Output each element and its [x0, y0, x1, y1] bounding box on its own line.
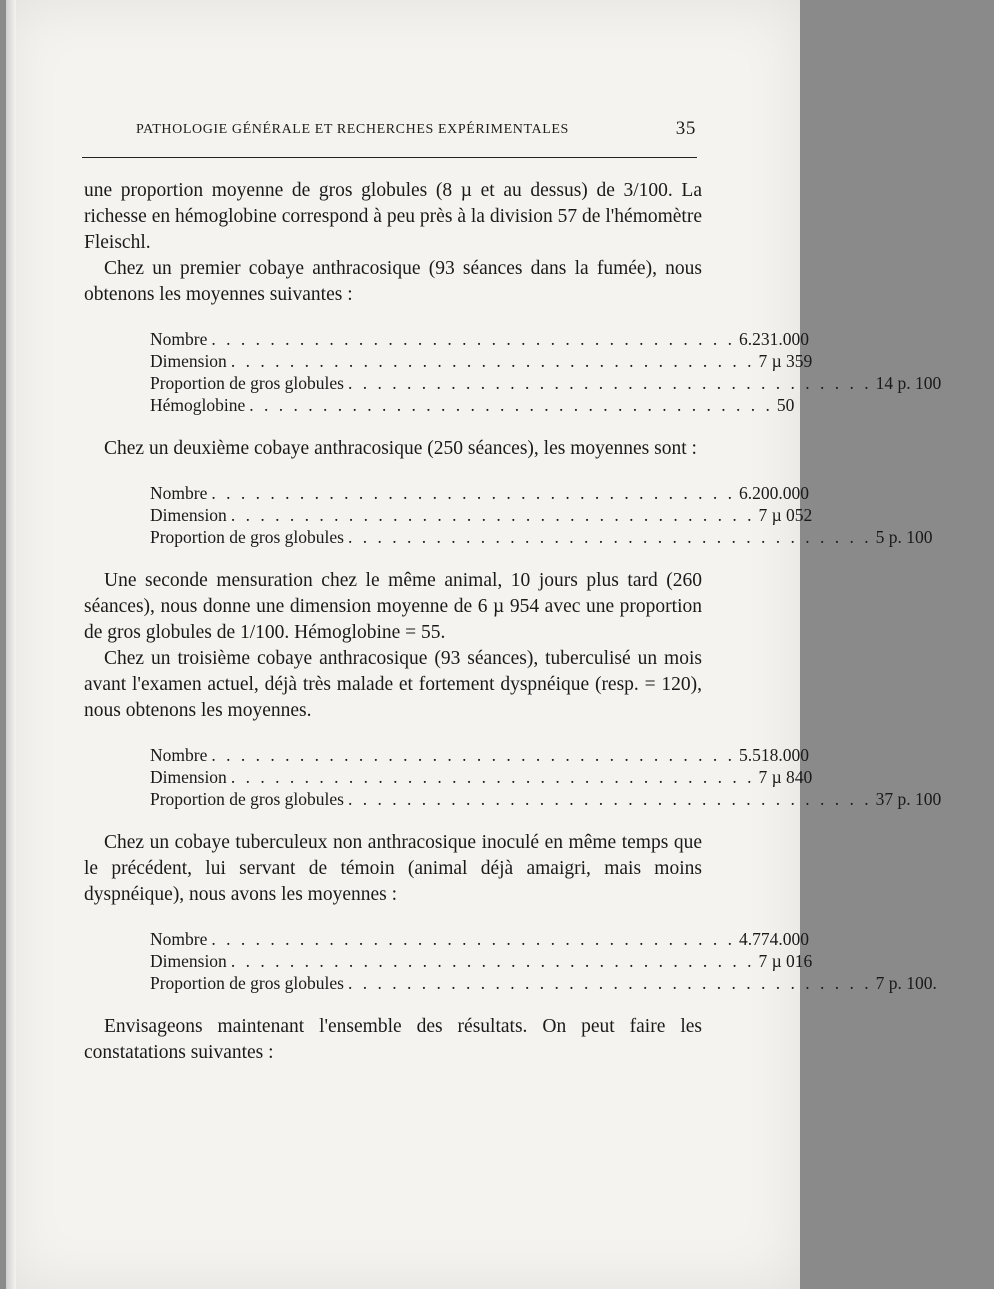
leader-dots: . . . . . . . . . . . . . . . . . . . . . . . . . . . . . . . . . . . .	[211, 483, 735, 503]
row-label: Nombre	[150, 929, 208, 949]
paragraph-3: Chez un deuxième cobaye anthracosique (250 séances), les moyennes sont :	[104, 438, 697, 459]
header-rule	[82, 157, 697, 158]
row-value: 5 p. 100	[875, 527, 933, 547]
row-value: 7 µ 840	[758, 767, 813, 787]
page-number: 35	[675, 118, 696, 139]
leader-dots: . . . . . . . . . . . . . . . . . . . . . . . . . . . . . . . . . . . .	[211, 929, 735, 949]
table-row	[150, 328, 809, 350]
row-value: 14 p. 100	[875, 373, 942, 393]
row-label: Proportion de gros globules	[150, 973, 344, 993]
leader-dots: . . . . . . . . . . . . . . . . . . . . . . . . . . . . . . . . . . . .	[230, 767, 755, 787]
paragraph-2: Chez un premier cobaye anthracosique (93 séances dans la fumée), nous obtenons les moyennes suivantes :	[84, 258, 702, 305]
table-cobaye-3	[150, 744, 942, 810]
table-cobaye-2	[150, 482, 933, 548]
leader-dots: . . . . . . . . . . . . . . . . . . . . . . . . . . . . . . . . . . . .	[347, 373, 872, 393]
row-label: Dimension	[150, 505, 227, 525]
leader-dots: . . . . . . . . . . . . . . . . . . . . . . . . . . . . . . . . . . . .	[211, 745, 735, 765]
page-body	[84, 178, 942, 1066]
row-value: 37 p. 100	[875, 789, 942, 809]
table-cobaye-1	[150, 328, 942, 416]
leader-dots: . . . . . . . . . . . . . . . . . . . . . . . . . . . . . . . . . . . .	[230, 351, 755, 371]
running-head-title: PATHOLOGIE GÉNÉRALE ET RECHERCHES EXPÉRIMENTALES	[136, 122, 569, 137]
row-label: Proportion de gros globules	[150, 373, 344, 393]
row-value: 7 µ 052	[758, 505, 813, 525]
table-row	[150, 788, 942, 810]
table-row	[150, 504, 813, 526]
row-label: Hémoglobine	[150, 395, 246, 415]
row-value: 5.518.000	[738, 745, 809, 765]
table-row	[150, 526, 933, 548]
row-value: 4.774.000	[738, 929, 809, 949]
leader-dots: . . . . . . . . . . . . . . . . . . . . . . . . . . . . . . . . . . . .	[230, 505, 755, 525]
row-label: Nombre	[150, 745, 208, 765]
leader-dots: . . . . . . . . . . . . . . . . . . . . . . . . . . . . . . . . . . . .	[347, 789, 872, 809]
paragraph-5: Chez un troisième cobaye anthracosique (93 séances), tuberculisé un mois avant l'examen actuel, déjà très malade et fortement dyspnéique (resp. = 120), nous obtenons les moyennes.	[84, 648, 702, 721]
row-label: Nombre	[150, 483, 208, 503]
leader-dots: . . . . . . . . . . . . . . . . . . . . . . . . . . . . . . . . . . . .	[347, 527, 872, 547]
table-row	[150, 950, 813, 972]
leader-dots: . . . . . . . . . . . . . . . . . . . . . . . . . . . . . . . . . . . .	[347, 973, 872, 993]
table-row	[150, 744, 809, 766]
row-value: 7 µ 016	[758, 951, 813, 971]
table-cobaye-temoin	[150, 928, 937, 994]
paragraph-7: Envisageons maintenant l'ensemble des résultats. On peut faire les constatations suivantes :	[84, 1016, 702, 1063]
paragraph-1: une proportion moyenne de gros globules (8 µ et au dessus) de 3/100. La richesse en hémoglobine correspond à peu près à la division 57 de l'hémomètre Fleischl.	[84, 180, 702, 253]
row-value: 50	[776, 395, 795, 415]
row-label: Proportion de gros globules	[150, 527, 344, 547]
paragraph-6: Chez un cobaye tuberculeux non anthracosique inoculé en même temps que le précédent, lui servant de témoin (animal déjà amaigri, mais moins dyspnéique), nous avons les moyennes :	[84, 832, 702, 905]
leader-dots: . . . . . . . . . . . . . . . . . . . . . . . . . . . . . . . . . . . .	[211, 329, 735, 349]
running-head	[136, 118, 696, 148]
row-label: Dimension	[150, 351, 227, 371]
paragraph-4: Une seconde mensuration chez le même animal, 10 jours plus tard (260 séances), nous donne une dimension moyenne de 6 µ 954 avec une proportion de gros globules de 1/100. Hémoglobine = 55.	[84, 570, 702, 643]
row-label: Nombre	[150, 329, 208, 349]
table-row	[150, 972, 937, 994]
table-row	[150, 928, 809, 950]
leader-dots: . . . . . . . . . . . . . . . . . . . . . . . . . . . . . . . . . . . .	[249, 395, 773, 415]
row-value: 7 p. 100.	[875, 973, 937, 993]
table-row	[150, 372, 942, 394]
row-value: 7 µ 359	[758, 351, 813, 371]
leader-dots: . . . . . . . . . . . . . . . . . . . . . . . . . . . . . . . . . . . .	[230, 951, 755, 971]
book-page	[6, 0, 942, 1289]
table-row	[150, 350, 813, 372]
row-label: Dimension	[150, 767, 227, 787]
row-value: 6.200.000	[738, 483, 809, 503]
table-row	[150, 394, 795, 416]
row-label: Proportion de gros globules	[150, 789, 344, 809]
row-value: 6.231.000	[738, 329, 809, 349]
table-row	[150, 482, 809, 504]
table-row	[150, 766, 813, 788]
row-label: Dimension	[150, 951, 227, 971]
